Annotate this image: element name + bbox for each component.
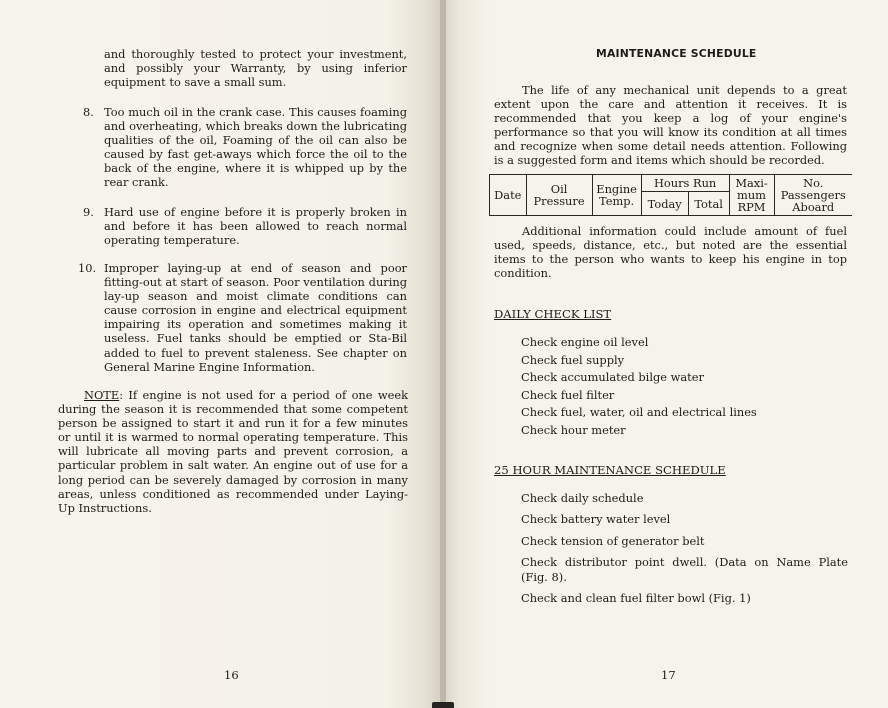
table-header-passengers: No. Passengers Aboard	[774, 175, 852, 216]
additional-info-paragraph: Additional information could include amount of fuel used, speeds, distance, etc., but noted are the essential items to the person who wants to keep his engine in top condition.	[494, 224, 847, 281]
note-label: NOTE	[84, 388, 120, 402]
item-text: Hard use of engine before it is properly broken in and before it has been allowed to reach normal operating temperature.	[104, 205, 407, 248]
table-header-date: Date	[490, 175, 527, 216]
item-text: Improper laying-up at end of season and poor fitting-out at start of season. Poor ventilation during lay-up season and moist climate conditions can cause corrosion in engine and electrical equipment impairing its operation and sometimes making it useless. Fuel tanks should be emptied or Sta-Bil added to fuel to prevent staleness. See chapter on General Marine Engine Information.	[104, 261, 407, 374]
left-page	[0, 0, 440, 708]
list-item: Check accumulated bilge water	[521, 370, 704, 385]
page-number: 16	[224, 668, 239, 682]
list-item: Check tension of generator belt	[521, 533, 705, 548]
daily-check-heading: DAILY CHECK LIST	[494, 307, 612, 321]
list-item: Check and clean fuel filter bowl (Fig. 1)	[521, 591, 751, 606]
table-header-today: Today	[641, 192, 688, 216]
table-header-max-rpm: Maxi-mum RPM	[729, 175, 774, 216]
list-item: Check engine oil level	[521, 335, 649, 349]
item-number: 9.	[83, 205, 94, 219]
maintenance-schedule-heading: 25 HOUR MAINTENANCE SCHEDULE	[494, 463, 726, 477]
table-header-oil-pressure: Oil Pressure	[526, 175, 592, 216]
table-header-total: Total	[688, 192, 729, 216]
binding-clip	[432, 702, 454, 708]
page-number: 17	[661, 668, 676, 682]
list-item: Check distributor point dwell. (Data on Name Plate (Fig. 8).	[521, 555, 848, 584]
list-item: Check fuel, water, oil and electrical lines	[521, 405, 757, 420]
maintenance-schedule-list	[521, 491, 848, 612]
intro-paragraph: The life of any mechanical unit depends to a great extent upon the care and attention it receives. It is recommended that you keep a log of your engine's performance so that you will know its condition at all times and recognize when some detail needs attention. Following is a suggested form and items which should be recorded.	[494, 83, 847, 168]
list-item: Check hour meter	[521, 422, 626, 437]
table-header-hours-run: Hours Run	[641, 175, 729, 192]
note-text: : If engine is not used for a period of one week during the season it is recommended that some competent person be assigned to start it and run it for a few minutes or until it is warmed to normal operating temperature. This will lubricate all moving parts and prevent corrosion, a particular problem in salt water. An engine out of use for a long period can be severely damaged by corrosion in many areas, unless conditioned as recommended under Laying-Up Instructions.	[58, 388, 408, 515]
item-number: 8.	[83, 105, 94, 119]
page-title: MAINTENANCE SCHEDULE	[596, 47, 757, 60]
list-item: Check fuel filter	[521, 387, 615, 402]
table-header-engine-temp: Engine Temp.	[592, 175, 641, 216]
note-paragraph	[58, 388, 408, 515]
item-number: 10.	[78, 261, 97, 275]
engine-log-table	[489, 174, 852, 216]
daily-check-list	[521, 335, 757, 441]
continuation-paragraph: and thoroughly tested to protect your investment, and possibly your Warranty, by using inferior equipment to save a small sum.	[104, 47, 407, 90]
list-item: Check battery water level	[521, 512, 671, 527]
list-item: Check fuel supply	[521, 352, 625, 367]
item-text: Too much oil in the crank case. This causes foaming and overheating, which breaks down the lubricating qualities of the oil, Foaming of the oil can also be caused by fast get-aways which force the oil to the back of the engine, where it is whipped up by the rear crank.	[104, 105, 407, 190]
list-item: Check daily schedule	[521, 491, 644, 505]
